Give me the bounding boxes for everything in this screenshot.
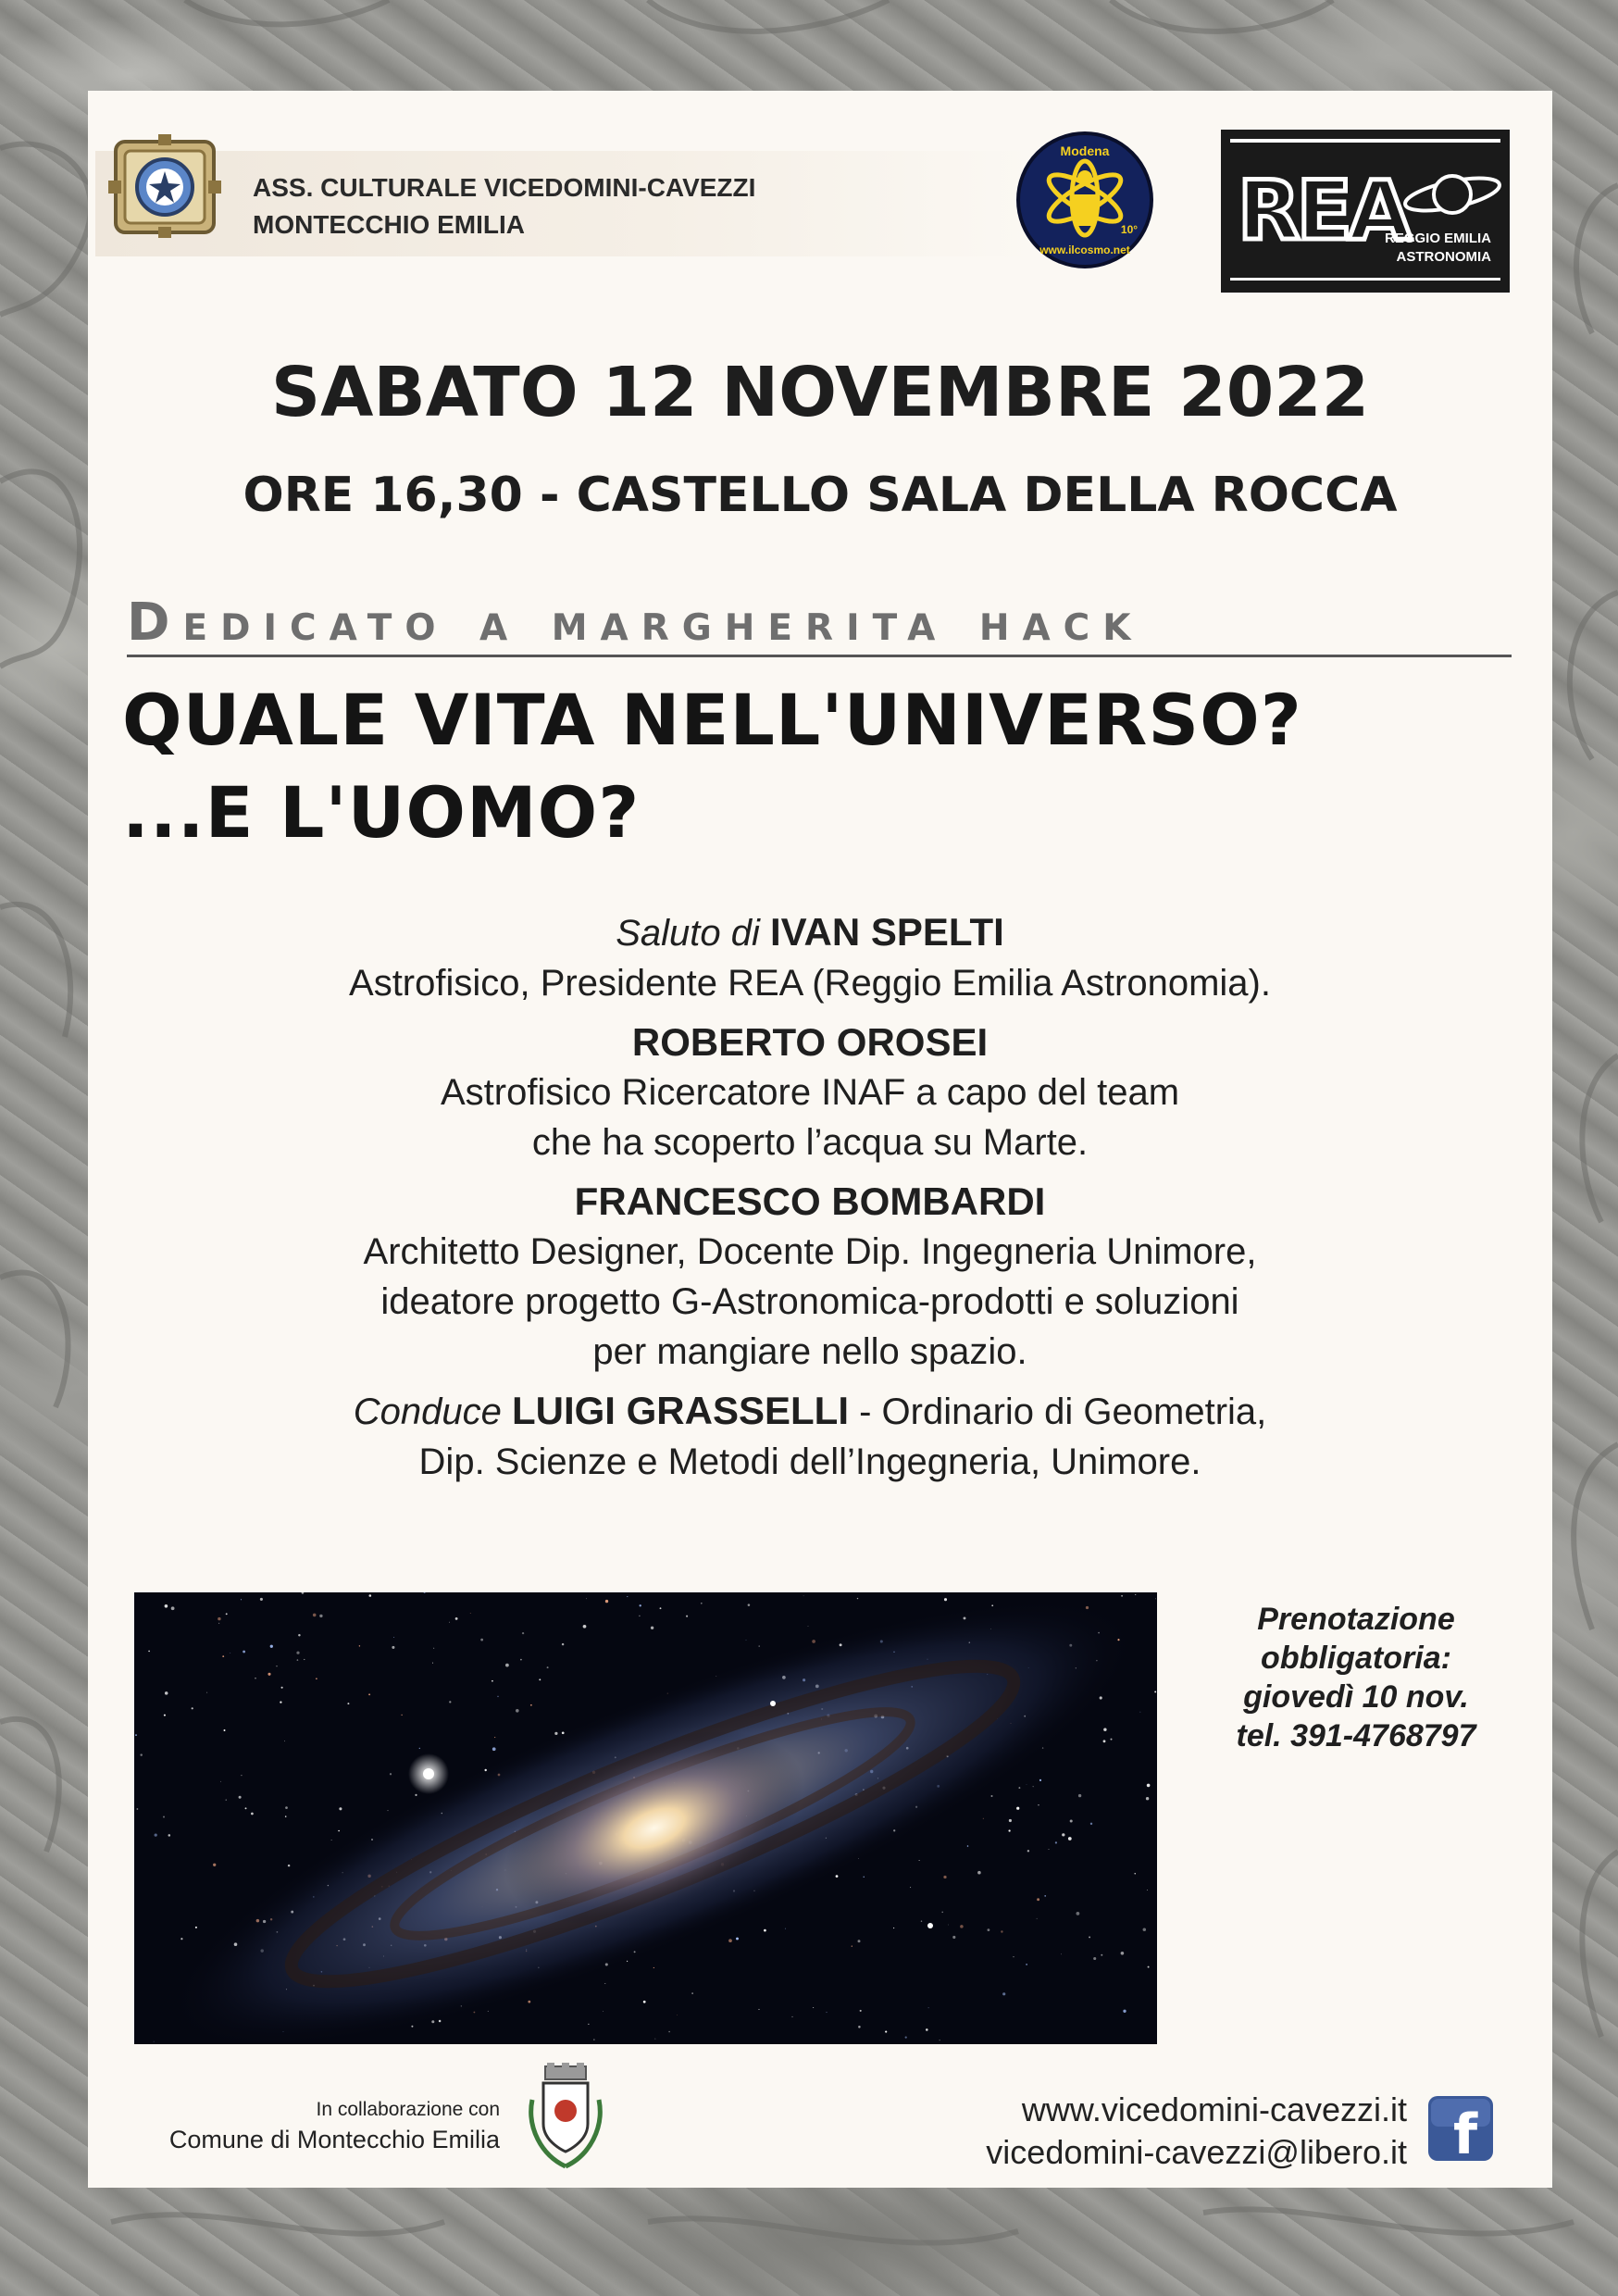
booking-line2: obbligatoria: [1261,1641,1451,1676]
speaker2-desc2: che ha scoperto l’acqua su Marte. [531,1122,1089,1163]
modena-logo-url-text: www.ilcosmo.net [1039,243,1130,256]
rea-logo-mark: REA [1238,163,1408,258]
email-link[interactable]: vicedomini-cavezzi@libero.it [986,2133,1407,2171]
event-title-line1: QUALE VITA NELL'UNIVERSO? [122,679,1302,761]
speakers-list [185,907,1435,1496]
association-crest-icon [105,132,225,240]
facebook-icon[interactable] [1428,2096,1493,2161]
event-date: SABATO 12 NOVEMBRE 2022 [270,353,1370,432]
dedication-line: Dedicato a margherita hack [127,593,1144,653]
rea-logo-line2: ASTRONOMIA [1396,249,1491,265]
speaker3-desc3: per mangiare nello spazio. [592,1331,1027,1372]
speaker4-prefix: Conduce [353,1391,512,1432]
speaker3-desc1: Architetto Designer, Docente Dip. Ingegneria Unimore, [363,1231,1257,1272]
speaker-block-spelti [185,907,1435,1008]
booking-phone: tel. 391-4768797 [1236,1718,1476,1753]
rea-logo [1221,130,1510,293]
booking-info [1194,1600,1518,1755]
booking-line3: giovedì 10 nov. [1243,1679,1469,1715]
speaker2-name: ROBERTO OROSEI [631,1020,989,1064]
speaker1-desc: Astrofisico, Presidente REA (Reggio Emilia Astronomia). [349,963,1271,1004]
modena-logo-badge-text: 10° [1120,223,1139,236]
rea-logo-line1: REGGIO EMILIA [1384,231,1491,246]
collab-line2: Comune di Montecchio Emilia [168,2126,500,2153]
website-link[interactable]: www.vicedomini-cavezzi.it [1021,2090,1407,2128]
event-title-line2: ...E L'UOMO? [122,771,641,854]
contact-block [944,2089,1407,2174]
speaker-block-orosei [185,1017,1435,1167]
dedication-rule [127,655,1512,657]
speaker4-desc2: Dip. Scienze e Metodi dell’Ingegneria, Unimore. [418,1441,1201,1482]
speaker1-name: IVAN SPELTI [769,910,1004,954]
modena-logo-top-text: Modena [1060,144,1110,158]
association-line1: ASS. CULTURALE VICEDOMINI-CAVEZZI [253,173,756,202]
speaker-block-bombardi [185,1177,1435,1377]
collab-line1: In collaborazione con [316,2099,500,2120]
speaker3-name: FRANCESCO BOMBARDI [574,1179,1046,1223]
speaker4-desc1: - Ordinario di Geometria, [848,1391,1267,1432]
association-name [253,169,901,243]
comune-coat-of-arms-icon [523,2063,608,2172]
modena-astronomy-logo [1014,130,1155,270]
collaboration-credit [120,2096,500,2155]
facebook-glyph: f [1452,2103,1478,2161]
galaxy-image [134,1592,1157,2044]
speaker4-name: LUIGI GRASSELLI [511,1389,849,1432]
booking-line1: Prenotazione [1257,1602,1455,1637]
speaker3-desc2: ideatore progetto G-Astronomica-prodotti e soluzioni [380,1281,1239,1322]
speaker-block-grasselli [185,1386,1435,1487]
speaker1-prefix: Saluto di [616,913,770,954]
association-line2: MONTECCHIO EMILIA [253,210,525,239]
speaker2-desc1: Astrofisico Ricercatore INAF a capo del team [440,1072,1180,1113]
event-time-place: ORE 16,30 - CASTELLO SALA DELLA ROCCA [243,468,1398,523]
